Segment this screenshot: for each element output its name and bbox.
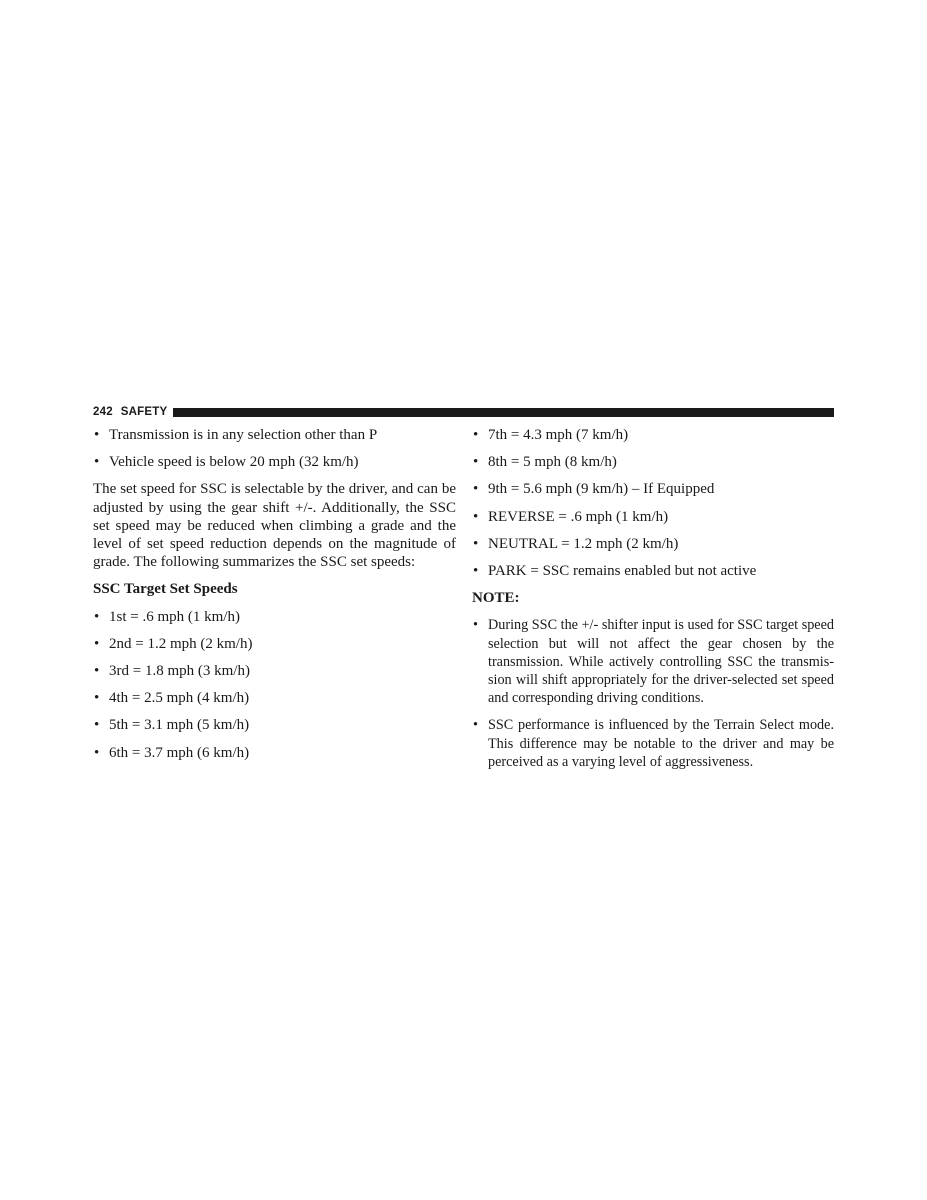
list-item bbox=[93, 608, 456, 626]
list-item bbox=[472, 716, 834, 771]
bullet-icon: • bbox=[94, 717, 100, 734]
header-rule bbox=[173, 408, 834, 417]
bullet-icon: • bbox=[473, 535, 479, 552]
bullet-icon: • bbox=[473, 717, 478, 734]
condition-text: Transmission is in any selection other than P bbox=[109, 427, 378, 443]
page-header bbox=[93, 406, 834, 419]
speed-text: 7th = 4.3 mph (7 km/h) bbox=[488, 427, 629, 443]
bullet-icon: • bbox=[473, 481, 479, 498]
speed-text: 4th = 2.5 mph (4 km/h) bbox=[109, 690, 250, 707]
speed-text: 8th = 5 mph (8 km/h) bbox=[488, 454, 617, 471]
speeds-list-left bbox=[93, 608, 456, 762]
body-paragraph: The set speed for SSC is selectable by the driver, and can be adjusted by using the gear shift +/-. Additionally, the SSC set speed may be reduced when climbing a grade and the level of set speed reduction depends on the magnitude of grade. The following summarizes the SSC set speeds: bbox=[93, 481, 456, 571]
note-text: During SSC the +/- shifter input is used for SSC target speed selection but will not affect the gear chosen by the transmission. While actively controlling SSC the transmis-sion will shift appropriately for the driver-selected set speed and corresponding driving conditions. bbox=[488, 617, 834, 707]
speed-text: 2nd = 1.2 mph (2 km/h) bbox=[109, 635, 253, 652]
speed-text: 5th = 3.1 mph (5 km/h) bbox=[109, 717, 250, 734]
note-text: SSC performance is influenced by the Terrain Select mode. This difference may be notable to the driver and may be perceived as a varying level of aggressiveness. bbox=[488, 717, 834, 770]
speed-text: REVERSE = .6 mph (1 km/h) bbox=[488, 508, 669, 525]
conditions-list bbox=[93, 426, 456, 471]
list-item bbox=[472, 616, 834, 707]
list-item bbox=[472, 535, 834, 553]
list-item bbox=[472, 480, 834, 498]
bullet-icon: • bbox=[473, 563, 479, 580]
speed-text: NEUTRAL = 1.2 mph (2 km/h) bbox=[488, 535, 679, 552]
list-item bbox=[93, 453, 456, 471]
list-item bbox=[93, 635, 456, 653]
bullet-icon: • bbox=[94, 454, 100, 471]
bullet-icon: • bbox=[94, 744, 100, 761]
speed-text: 1st = .6 mph (1 km/h) bbox=[109, 608, 240, 625]
section-title: SAFETY bbox=[120, 406, 168, 418]
speeds-list-right bbox=[472, 426, 834, 580]
list-item bbox=[93, 716, 456, 734]
notes-list bbox=[472, 616, 834, 771]
list-item bbox=[93, 426, 456, 444]
speed-text: PARK = SSC remains enabled but not active bbox=[488, 563, 757, 580]
note-label: NOTE: bbox=[472, 590, 520, 607]
bullet-icon: • bbox=[473, 617, 478, 634]
speed-text: 6th = 3.7 mph (6 km/h) bbox=[109, 744, 250, 761]
bullet-icon: • bbox=[94, 690, 100, 707]
list-item bbox=[93, 744, 456, 762]
bullet-icon: • bbox=[473, 427, 479, 443]
list-item bbox=[472, 562, 834, 580]
bullet-icon: • bbox=[94, 608, 100, 625]
left-column bbox=[93, 426, 456, 771]
list-item bbox=[472, 508, 834, 526]
list-item bbox=[93, 689, 456, 707]
subheading: SSC Target Set Speeds bbox=[93, 581, 238, 598]
list-item bbox=[472, 426, 834, 444]
bullet-icon: • bbox=[94, 427, 100, 443]
speed-text: 9th = 5.6 mph (9 km/h) – If Equipped bbox=[488, 481, 715, 498]
list-item bbox=[93, 662, 456, 680]
right-column bbox=[472, 426, 834, 780]
speed-text: 3rd = 1.8 mph (3 km/h) bbox=[109, 663, 250, 680]
page-number: 242 bbox=[93, 406, 113, 418]
bullet-icon: • bbox=[473, 454, 479, 471]
bullet-icon: • bbox=[94, 663, 100, 680]
bullet-icon: • bbox=[94, 635, 100, 652]
condition-text: Vehicle speed is below 20 mph (32 km/h) bbox=[109, 454, 359, 471]
bullet-icon: • bbox=[473, 508, 479, 525]
list-item bbox=[472, 453, 834, 471]
